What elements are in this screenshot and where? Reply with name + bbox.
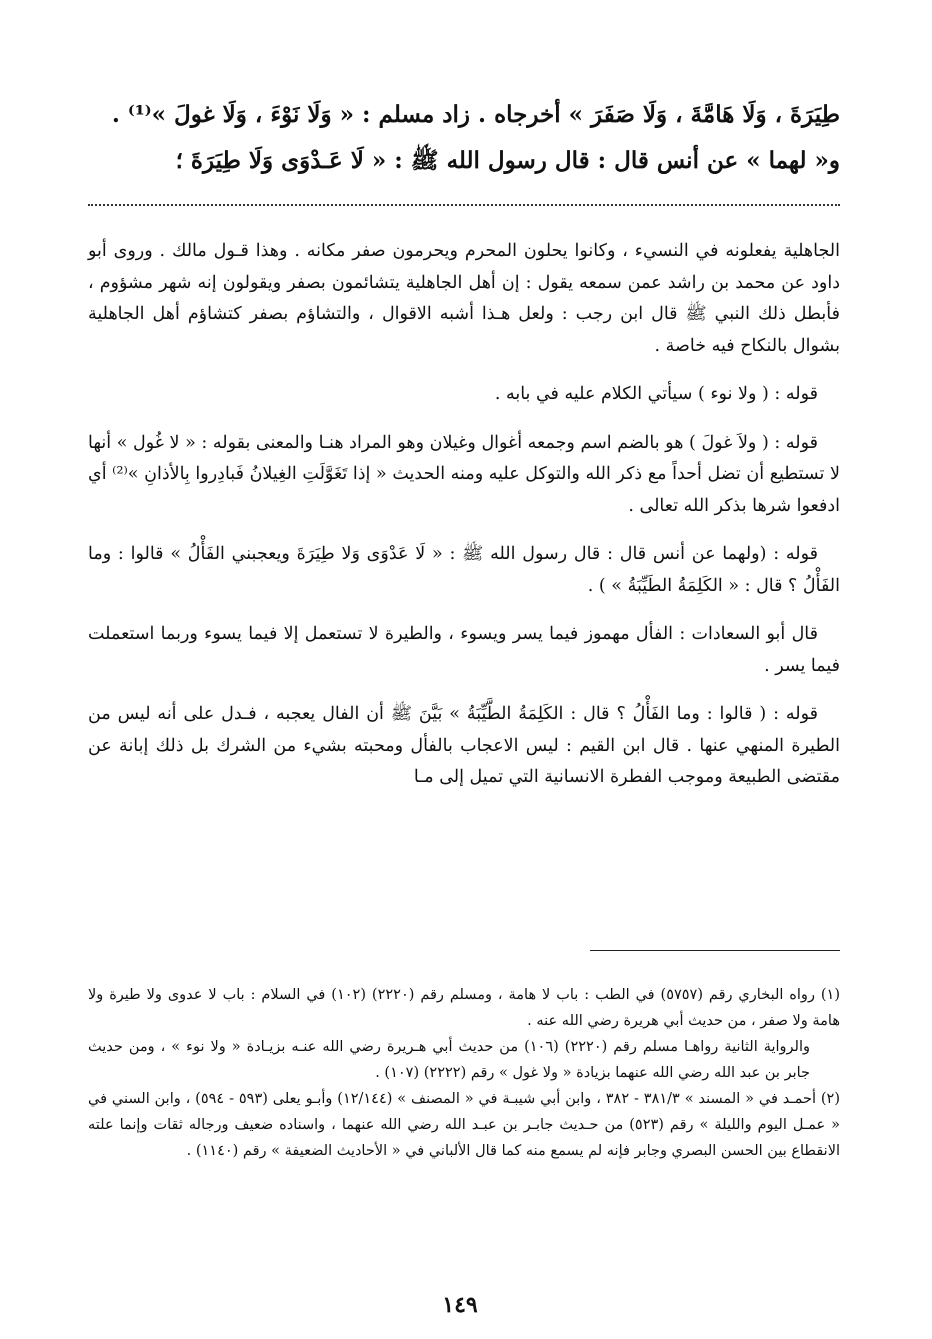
- commentary-section: [88, 236, 840, 811]
- commentary-paragraph: قوله : ( ولاَ غولَ ) هو بالضم اسم وجمعه أغوال وغيلان وهو المراد هنـا والمعنى بقوله : « لا غُول » أنها لا تستطيع أن تضل أحداً مع ذكر الله والتوكل عليه ومنه الحديث « إذا تَغَوَّلَتِ الغِيلانُ فَبادِروا بِالأذانِ »⁽²⁾ أي ادفعوا شرها بذكر الله تعالى .: [88, 432, 841, 516]
- commentary-paragraph: قوله : ( ولا نوء ) سيأتي الكلام عليه في بابه .: [494, 384, 818, 404]
- hadith-line-1: طِيَرَةَ ، وَلَا هَامَّةَ ، وَلَا صَفَرَ » أخرجاه . زاد مسلم : « وَلَا نَوْءَ ، وَلَا غولَ »⁽¹⁾ .: [111, 101, 840, 128]
- commentary-paragraph: قوله : ( قالوا : وما الفَأْلُ ؟ قال : الكَلِمَةُ الطَّيِّبَةُ » بَيَّنَ ﷺ أن الفال يعجبه ، فـدل على أنه ليس من الطيرة المنهي عنها . قال ابن القيم : ليس الاعجاب بالفأل ومحبته بشيء من الشرك بل ذلك إبانة عن مقتضى الطبيعة وموجب الفطرة الانسانية التي تميل إلى مـا: [88, 704, 840, 787]
- commentary-paragraph: قال أبو السعادات : الفأل مهموز فيما يسر ويسوء ، والطيرة لا تستعمل إلا فيما يسوء وربما استعملت فيما يسر .: [88, 624, 840, 676]
- hadith-line-2: و« لهما » عن أنس قال : قال رسول الله ﷺ : « لَا عَـدْوَى وَلَا طِيَرَةَ ؛: [175, 147, 840, 174]
- page-number: ١٤٩: [442, 1292, 478, 1318]
- dotted-separator: [88, 204, 840, 206]
- commentary-paragraph: قوله : (ولهما عن أنس قال : قال رسول الله ﷺ : « لَا عَدْوَى وَلا طِيَرَةَ ويعجبني الفَأْلُ » قالوا : وما الفَأْلُ ؟ قال : « الكَلِمَةُ الطَيِّبَةُ » ) .: [88, 544, 840, 596]
- hadith-text: [80, 92, 840, 184]
- footnote-1: (١) رواه البخاري رقم (٥٧٥٧) في الطب : باب لا هامة ، ومسلم رقم (٢٢٢٠) (١٠٢) في السلام : باب لا عدوى ولا طيرة ولا هامة ولا صفر ، من حديث أبي هريرة رضي الله عنه .: [88, 987, 840, 1029]
- footnote-2: (٢) أحمـد في « المسند » ٣٨١/٣ - ٣٨٢ ، وابن أبي شيبـة في « المصنف » (١٢/١٤٤) وأبـو يعلى (٥٩٣ - ٥٩٤) ، وابن السني في « عمـل اليوم والليلة » رقم (٥٢٣) من حـديث جابـر بن عبـد الله رضي الله عنهما ، واسناده ضعيف ورجاله ثقات وإنما علته الانقطاع بين الحسن البصري وجابر فإنه لم يسمع منه كما قال الألباني في « الأحاديث الضعيفة » رقم (١١٤٠) .: [88, 1091, 840, 1159]
- book-page: [80, 0, 840, 1339]
- footnotes-section: [88, 982, 840, 1164]
- commentary-paragraph: الجاهلية يفعلونه في النسيء ، وكانوا يحلون المحرم ويحرمون صفر مكانه . وهذا قـول مالك . وروى أبو داود عن محمد بن راشد عمن سمعه يقول : إن أهل الجاهلية يتشائمون بصفر ويقولون إنه شهر مشؤوم ، فأبطل ذلك النبي ﷺ قال ابن رجب : ولعل هـذا أشبه الاقوال ، والتشاؤم بصفر كتشاؤم أهل الجاهلية بشوال بالنكاح فيه خاصة .: [88, 241, 840, 356]
- footnote-1-continued: والرواية الثانية رواهـا مسلم رقم (٢٢٢٠) (١٠٦) من حديث أبي هـريرة رضي الله عنـه بزيـادة « ولا نوء » ، ومن حديث جابر بن عبد الله رضي الله عنهما بزيادة « ولا غول » رقم (٢٢٢٢) (١٠٧) .: [88, 1039, 810, 1081]
- footnote-rule: [590, 950, 840, 951]
